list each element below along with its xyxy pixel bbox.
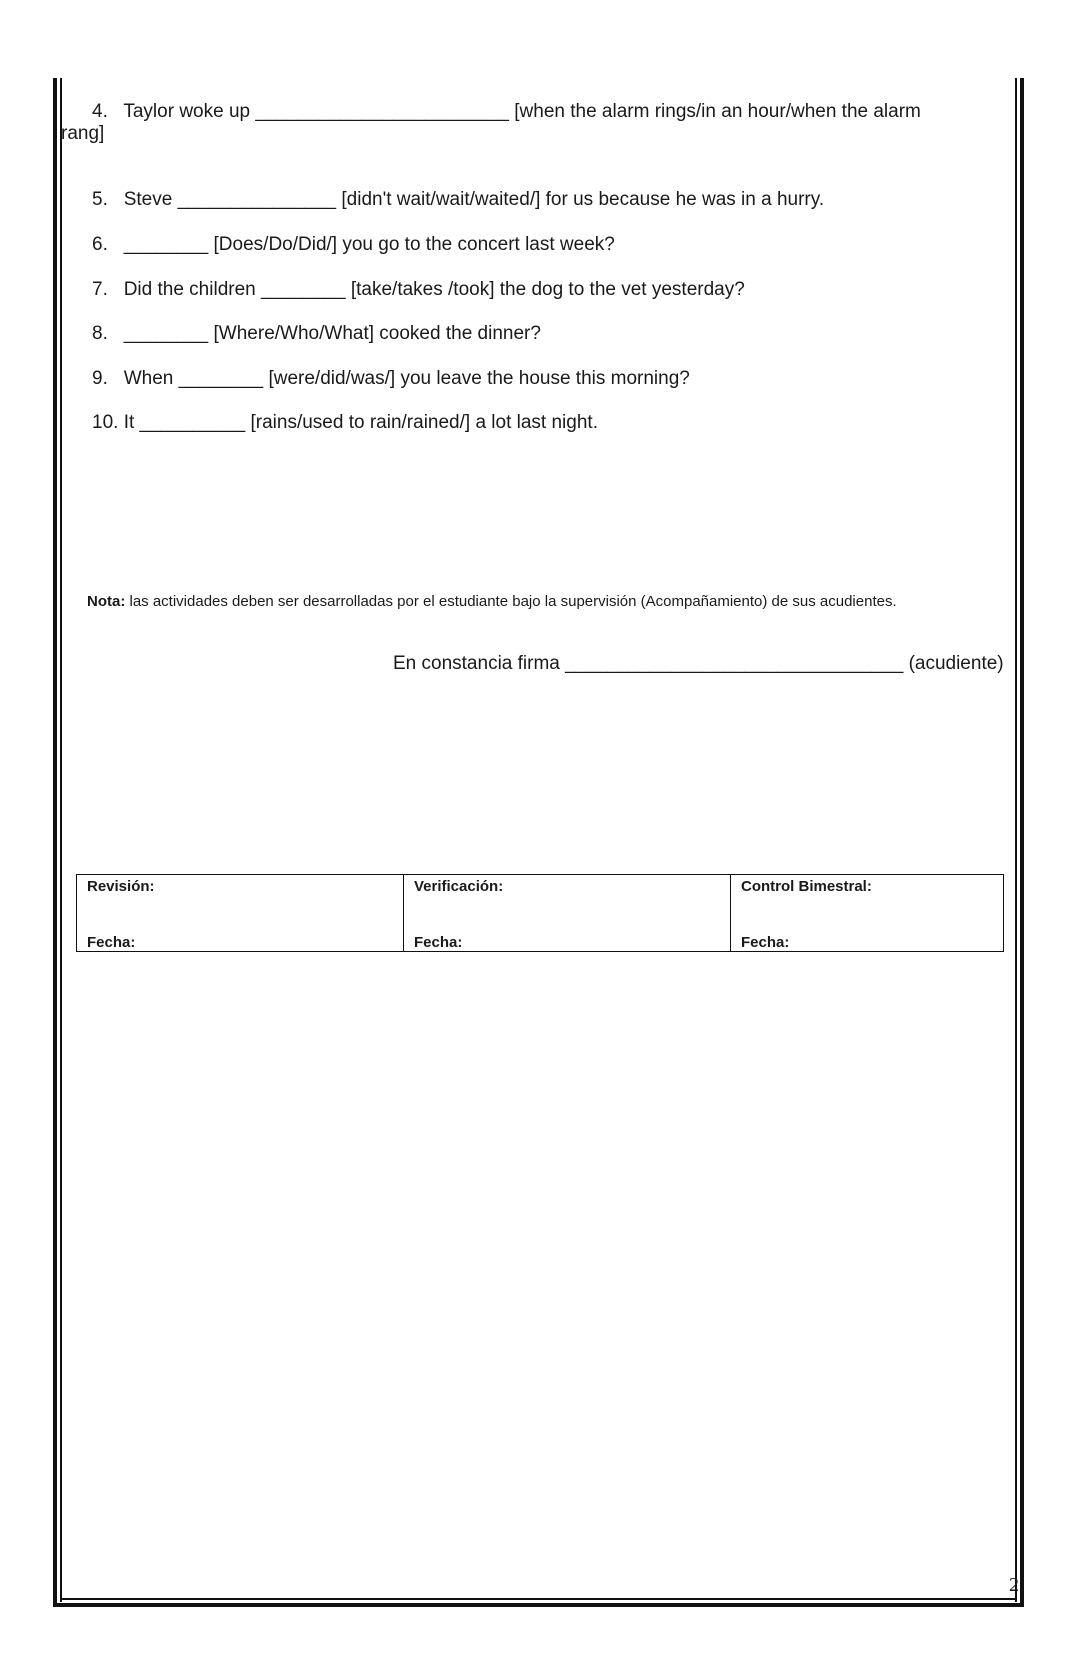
question-number: 9. <box>92 368 108 389</box>
review-cell-verification[interactable] <box>404 875 731 951</box>
question-text: It <box>123 412 135 433</box>
page-border-left-inner <box>60 78 62 1602</box>
note-text: las actividades deben ser desarrolladas por el estudiante bajo la supervisión (Acompañamiento) de sus acudientes. <box>129 593 897 610</box>
answer-blank[interactable]: ________ <box>261 279 346 300</box>
note-label: Nota: <box>87 593 126 610</box>
question-text: Taylor woke up <box>123 101 251 122</box>
question-9 <box>92 368 690 390</box>
question-number: 8. <box>92 323 108 344</box>
question-options: [Does/Do/Did/] you go to the concert last week? <box>213 234 615 255</box>
review-cell-date-label: Fecha: <box>87 934 136 951</box>
question-options: [didn't wait/wait/waited/] for us because he was in a hurry. <box>341 189 825 210</box>
answer-blank[interactable]: ________________________ <box>255 101 509 122</box>
review-cell-title: Control Bimestral: <box>741 878 872 895</box>
answer-blank[interactable]: ________ <box>123 323 209 344</box>
question-4 <box>92 101 921 123</box>
review-cell-revision[interactable] <box>77 875 404 951</box>
review-cell-date-label: Fecha: <box>741 934 790 951</box>
question-options: [when the alarm rings/in an hour/when the alarm <box>514 101 921 122</box>
question-number: 4. <box>92 101 108 122</box>
question-4-continuation <box>61 123 104 145</box>
question-8 <box>92 323 541 345</box>
question-options: [take/takes /took] the dog to the vet yesterday? <box>350 279 745 300</box>
answer-blank[interactable]: __________ <box>139 412 246 433</box>
answer-blank[interactable]: _______________ <box>177 189 337 210</box>
page-border-bottom <box>53 1603 1024 1607</box>
signature-line <box>393 653 1004 675</box>
question-number: 6. <box>92 234 108 255</box>
signature-field[interactable]: ________________________________ <box>565 653 904 674</box>
question-options: [were/did/was/] you leave the house this morning? <box>268 368 690 389</box>
question-options: [Where/Who/What] cooked the dinner? <box>213 323 541 344</box>
question-text: Steve <box>123 189 173 210</box>
question-text: Did the children <box>123 279 256 300</box>
question-10 <box>92 412 598 434</box>
question-number: 7. <box>92 279 108 300</box>
signature-role: (acudiente) <box>908 653 1004 674</box>
page-border-bottom-inner <box>60 1598 1017 1600</box>
answer-blank[interactable]: ________ <box>123 234 209 255</box>
review-table <box>76 874 1004 952</box>
review-cell-date-label: Fecha: <box>414 934 463 951</box>
question-number: 10. <box>92 412 119 433</box>
review-cell-bimonthly-control[interactable] <box>731 875 1005 951</box>
question-5 <box>92 189 824 211</box>
page-border-right <box>1020 78 1024 1607</box>
page-border-left <box>53 78 57 1607</box>
question-options: [rains/used to rain/rained/] a lot last night. <box>250 412 598 433</box>
question-number: 5. <box>92 189 108 210</box>
signature-label: En constancia firma <box>393 653 560 674</box>
question-7 <box>92 279 745 301</box>
question-6 <box>92 234 615 256</box>
page-border-right-inner <box>1015 78 1017 1602</box>
question-options-continued: rang] <box>61 123 105 144</box>
question-text: When <box>123 368 174 389</box>
answer-blank[interactable]: ________ <box>178 368 264 389</box>
review-cell-title: Verificación: <box>414 878 504 895</box>
review-cell-title: Revisión: <box>87 878 155 895</box>
page-number: 2 <box>1009 1574 1019 1596</box>
note <box>87 593 897 610</box>
